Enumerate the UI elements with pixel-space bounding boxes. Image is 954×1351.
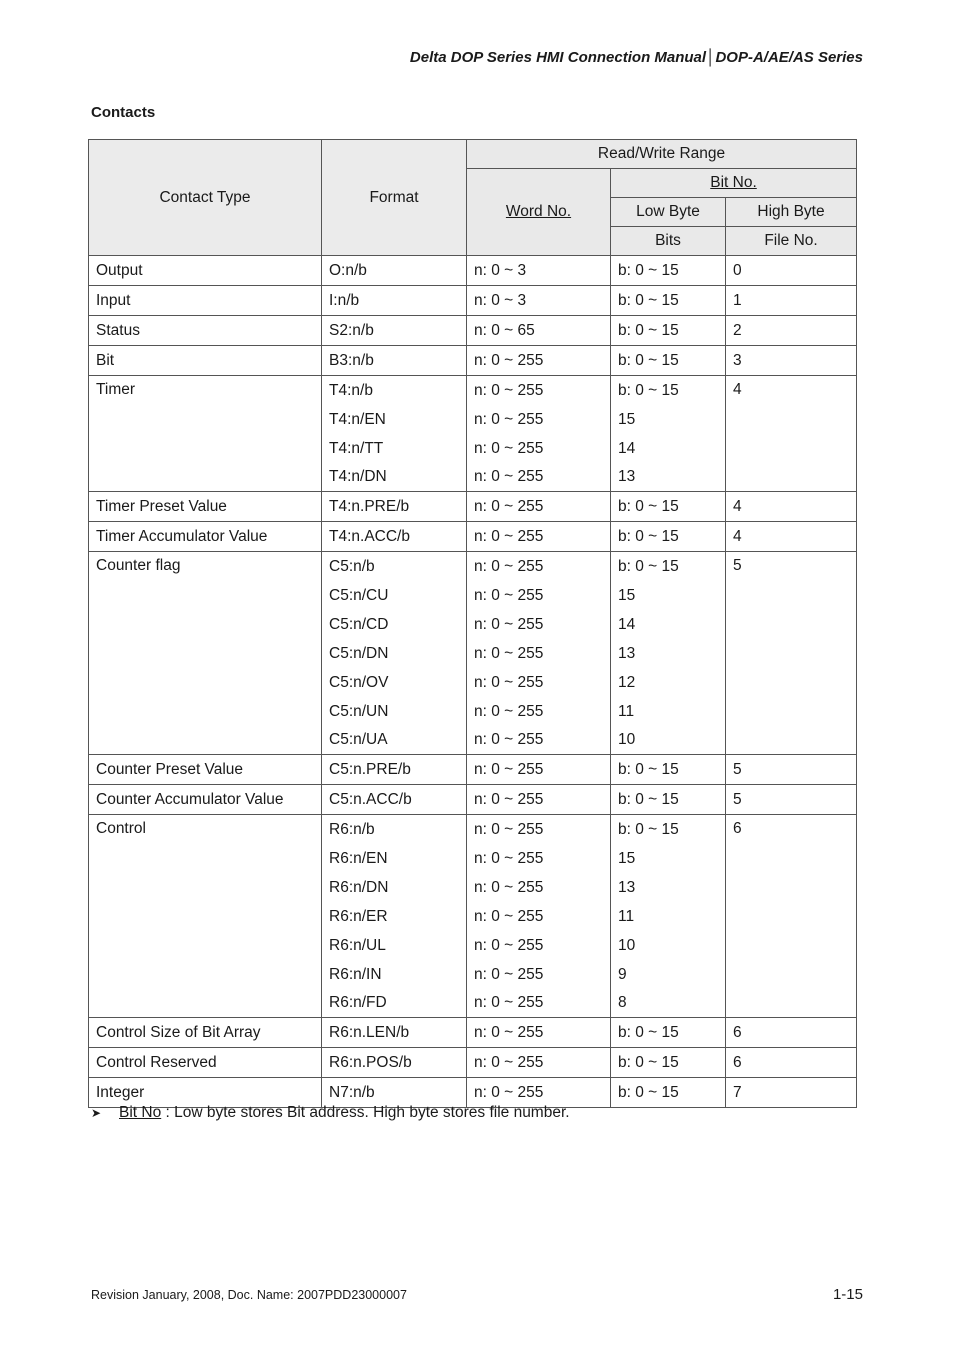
table-header bbox=[89, 140, 857, 256]
cell-bits-line: b: 0 ~ 15 bbox=[618, 262, 679, 279]
cell-contact-type bbox=[89, 316, 322, 346]
cell-bits bbox=[611, 755, 726, 785]
cell-bits-line: 14 bbox=[618, 616, 636, 633]
cell-word-no-line: n: 0 ~ 255 bbox=[474, 994, 544, 1011]
header-word-no: Word No. bbox=[505, 203, 572, 220]
cell-format-line: C5:n/OV bbox=[329, 674, 389, 691]
header-format: Format bbox=[322, 140, 467, 256]
cell-word-no bbox=[467, 552, 611, 755]
cell-format bbox=[322, 552, 467, 755]
cell-word-no-line: n: 0 ~ 255 bbox=[474, 1024, 544, 1041]
cell-format-line: C5:n/CU bbox=[329, 587, 389, 604]
cell-file-no bbox=[726, 785, 857, 815]
cell-format-line: R6:n/DN bbox=[329, 879, 389, 896]
cell-contact-type-line: Timer Accumulator Value bbox=[96, 528, 268, 545]
cell-bits bbox=[611, 1078, 726, 1108]
cell-word-no-line: n: 0 ~ 255 bbox=[474, 1054, 544, 1071]
cell-format-line: R6:n/IN bbox=[329, 966, 382, 983]
header-bit-no-cell bbox=[611, 169, 857, 198]
cell-contact-type bbox=[89, 552, 322, 755]
cell-bits-line: b: 0 ~ 15 bbox=[618, 821, 679, 838]
cell-format-line: C5:n.PRE/b bbox=[329, 761, 411, 778]
cell-bits-line: 15 bbox=[618, 587, 636, 604]
cell-contact-type bbox=[89, 1048, 322, 1078]
cell-format bbox=[322, 1048, 467, 1078]
cell-contact-type bbox=[89, 286, 322, 316]
cell-word-no-line: n: 0 ~ 255 bbox=[474, 616, 544, 633]
cell-bits-line: b: 0 ~ 15 bbox=[618, 761, 679, 778]
footnote bbox=[91, 1104, 570, 1122]
contacts-table bbox=[88, 139, 857, 1108]
cell-word-no-line: n: 0 ~ 255 bbox=[474, 468, 544, 485]
cell-bits-line: b: 0 ~ 15 bbox=[618, 1084, 679, 1101]
header-high-byte: High Byte bbox=[726, 198, 857, 227]
table-row bbox=[89, 815, 857, 1018]
cell-format-line: T4:n/b bbox=[329, 382, 373, 399]
cell-format-line: R6:n.POS/b bbox=[329, 1054, 412, 1071]
cell-bits-line: 9 bbox=[618, 966, 627, 983]
cell-bits-line: 15 bbox=[618, 411, 636, 428]
header-word-no-cell bbox=[467, 169, 611, 256]
cell-bits bbox=[611, 286, 726, 316]
cell-file-no bbox=[726, 492, 857, 522]
cell-contact-type-line: Timer Preset Value bbox=[96, 498, 227, 515]
cell-word-no-line: n: 0 ~ 3 bbox=[474, 262, 527, 279]
cell-file-no-line: 5 bbox=[733, 557, 742, 574]
cell-bits bbox=[611, 256, 726, 286]
cell-word-no bbox=[467, 522, 611, 552]
table-row bbox=[89, 492, 857, 522]
cell-word-no-line: n: 0 ~ 3 bbox=[474, 292, 527, 309]
cell-format-line: N7:n/b bbox=[329, 1084, 375, 1101]
cell-file-no bbox=[726, 286, 857, 316]
cell-word-no-line: n: 0 ~ 255 bbox=[474, 791, 544, 808]
cell-word-no bbox=[467, 785, 611, 815]
footer-revision: Revision January, 2008, Doc. Name: 2007PDD23000007 bbox=[91, 1288, 407, 1302]
cell-file-no bbox=[726, 346, 857, 376]
header-file-no: File No. bbox=[726, 227, 857, 256]
arrow-bullet-icon: ➤ bbox=[91, 1106, 102, 1120]
cell-contact-type bbox=[89, 1018, 322, 1048]
cell-word-no bbox=[467, 1048, 611, 1078]
cell-format-line: C5:n/UA bbox=[329, 731, 388, 748]
cell-file-no bbox=[726, 1018, 857, 1048]
cell-file-no-line: 4 bbox=[733, 381, 742, 398]
cell-format-line: O:n/b bbox=[329, 262, 367, 279]
cell-format bbox=[322, 376, 467, 492]
cell-word-no-line: n: 0 ~ 255 bbox=[474, 731, 544, 748]
manual-header-title: Delta DOP Series HMI Connection Manual│DOP-A/AE/AS Series bbox=[409, 49, 863, 66]
cell-contact-type bbox=[89, 376, 322, 492]
cell-bits-line: b: 0 ~ 15 bbox=[618, 292, 679, 309]
cell-contact-type bbox=[89, 492, 322, 522]
cell-file-no bbox=[726, 256, 857, 286]
cell-format-line: R6:n.LEN/b bbox=[329, 1024, 410, 1041]
cell-word-no-line: n: 0 ~ 255 bbox=[474, 382, 544, 399]
table-row bbox=[89, 785, 857, 815]
cell-bits-line: 10 bbox=[618, 937, 636, 954]
cell-word-no-line: n: 0 ~ 255 bbox=[474, 879, 544, 896]
cell-format bbox=[322, 1078, 467, 1108]
cell-bits bbox=[611, 346, 726, 376]
cell-word-no bbox=[467, 815, 611, 1018]
cell-contact-type bbox=[89, 815, 322, 1018]
cell-bits bbox=[611, 376, 726, 492]
cell-contact-type-line: Counter flag bbox=[96, 557, 181, 574]
cell-contact-type-line: Counter Preset Value bbox=[96, 761, 244, 778]
cell-word-no bbox=[467, 1078, 611, 1108]
header-read-write-range: Read/Write Range bbox=[467, 140, 857, 169]
table-row bbox=[89, 1018, 857, 1048]
cell-contact-type-line: Control Size of Bit Array bbox=[96, 1024, 261, 1041]
cell-bits bbox=[611, 785, 726, 815]
cell-file-no-line: 6 bbox=[733, 1054, 742, 1071]
cell-contact-type-line: Output bbox=[96, 262, 143, 279]
cell-format bbox=[322, 346, 467, 376]
cell-bits-line: 13 bbox=[618, 645, 636, 662]
cell-bits-line: b: 0 ~ 15 bbox=[618, 1054, 679, 1071]
cell-word-no-line: n: 0 ~ 255 bbox=[474, 821, 544, 838]
cell-contact-type-line: Counter Accumulator Value bbox=[96, 791, 284, 808]
cell-word-no-line: n: 0 ~ 255 bbox=[474, 1084, 544, 1101]
cell-bits bbox=[611, 552, 726, 755]
cell-word-no bbox=[467, 346, 611, 376]
cell-word-no-line: n: 0 ~ 255 bbox=[474, 587, 544, 604]
cell-contact-type bbox=[89, 256, 322, 286]
cell-word-no-line: n: 0 ~ 255 bbox=[474, 411, 544, 428]
table-row bbox=[89, 376, 857, 492]
cell-file-no-line: 6 bbox=[733, 1024, 742, 1041]
cell-word-no bbox=[467, 256, 611, 286]
cell-format-line: R6:n/FD bbox=[329, 994, 387, 1011]
cell-word-no-line: n: 0 ~ 255 bbox=[474, 937, 544, 954]
cell-format bbox=[322, 316, 467, 346]
cell-format-line: T4:n/DN bbox=[329, 468, 387, 485]
cell-file-no-line: 4 bbox=[733, 498, 742, 515]
cell-file-no bbox=[726, 376, 857, 492]
cell-word-no-line: n: 0 ~ 255 bbox=[474, 558, 544, 575]
table-row bbox=[89, 755, 857, 785]
cell-word-no-line: n: 0 ~ 255 bbox=[474, 908, 544, 925]
cell-bits-line: b: 0 ~ 15 bbox=[618, 791, 679, 808]
cell-format bbox=[322, 256, 467, 286]
cell-bits-line: b: 0 ~ 15 bbox=[618, 322, 679, 339]
cell-word-no bbox=[467, 286, 611, 316]
cell-bits-line: 10 bbox=[618, 731, 636, 748]
cell-bits-line: b: 0 ~ 15 bbox=[618, 558, 679, 575]
table-row bbox=[89, 522, 857, 552]
cell-contact-type bbox=[89, 1078, 322, 1108]
note-text: : Low byte stores Bit address. High byte stores file number. bbox=[161, 1104, 570, 1121]
cell-format-line: B3:n/b bbox=[329, 352, 374, 369]
cell-word-no-line: n: 0 ~ 255 bbox=[474, 761, 544, 778]
cell-file-no bbox=[726, 1078, 857, 1108]
cell-contact-type-line: Integer bbox=[96, 1084, 145, 1101]
cell-file-no-line: 2 bbox=[733, 322, 742, 339]
table-row bbox=[89, 286, 857, 316]
cell-word-no-line: n: 0 ~ 255 bbox=[474, 966, 544, 983]
cell-bits bbox=[611, 492, 726, 522]
cell-format-line: I:n/b bbox=[329, 292, 360, 309]
cell-contact-type bbox=[89, 522, 322, 552]
cell-file-no-line: 4 bbox=[733, 528, 742, 545]
cell-file-no-line: 6 bbox=[733, 820, 742, 837]
cell-contact-type bbox=[89, 755, 322, 785]
cell-bits bbox=[611, 815, 726, 1018]
cell-file-no-line: 1 bbox=[733, 292, 742, 309]
cell-format bbox=[322, 1018, 467, 1048]
cell-format bbox=[322, 492, 467, 522]
cell-bits-line: 11 bbox=[618, 908, 635, 925]
cell-file-no bbox=[726, 552, 857, 755]
cell-contact-type-line: Control bbox=[96, 820, 146, 837]
cell-file-no-line: 5 bbox=[733, 791, 742, 808]
cell-format bbox=[322, 785, 467, 815]
cell-bits-line: b: 0 ~ 15 bbox=[618, 1024, 679, 1041]
cell-file-no-line: 5 bbox=[733, 761, 742, 778]
cell-bits-line: 14 bbox=[618, 440, 636, 457]
cell-word-no bbox=[467, 1018, 611, 1048]
table-row bbox=[89, 346, 857, 376]
cell-bits bbox=[611, 522, 726, 552]
note-term: Bit No bbox=[119, 1104, 162, 1121]
header-bit-no: Bit No. bbox=[710, 174, 757, 191]
cell-word-no-line: n: 0 ~ 255 bbox=[474, 528, 544, 545]
header-low-byte: Low Byte bbox=[611, 198, 726, 227]
cell-format bbox=[322, 286, 467, 316]
header-contact-type: Contact Type bbox=[89, 140, 322, 256]
cell-file-no bbox=[726, 1048, 857, 1078]
cell-format-line: R6:n/UL bbox=[329, 937, 386, 954]
cell-bits-line: 13 bbox=[618, 468, 636, 485]
table-row bbox=[89, 1048, 857, 1078]
cell-format-line: T4:n/TT bbox=[329, 440, 384, 457]
cell-bits-line: 12 bbox=[618, 674, 636, 691]
table-body bbox=[89, 256, 857, 1108]
cell-format-line: R6:n/b bbox=[329, 821, 375, 838]
table-row bbox=[89, 1078, 857, 1108]
cell-word-no-line: n: 0 ~ 255 bbox=[474, 674, 544, 691]
cell-word-no-line: n: 0 ~ 65 bbox=[474, 322, 535, 339]
cell-contact-type-line: Control Reserved bbox=[96, 1054, 217, 1071]
cell-contact-type-line: Timer bbox=[96, 381, 136, 398]
cell-file-no-line: 7 bbox=[733, 1084, 742, 1101]
cell-format-line: S2:n/b bbox=[329, 322, 374, 339]
cell-format-line: T4:n/EN bbox=[329, 411, 386, 428]
cell-word-no bbox=[467, 492, 611, 522]
cell-format-line: C5:n.ACC/b bbox=[329, 791, 412, 808]
cell-format-line: R6:n/EN bbox=[329, 850, 388, 867]
header-bits: Bits bbox=[611, 227, 726, 256]
cell-contact-type bbox=[89, 785, 322, 815]
cell-word-no bbox=[467, 316, 611, 346]
footer-page-number: 1-15 bbox=[832, 1286, 863, 1303]
section-title: Contacts bbox=[91, 104, 156, 121]
cell-format bbox=[322, 755, 467, 785]
cell-bits bbox=[611, 1048, 726, 1078]
cell-word-no bbox=[467, 376, 611, 492]
cell-format-line: T4:n.ACC/b bbox=[329, 528, 410, 545]
cell-bits bbox=[611, 1018, 726, 1048]
cell-file-no bbox=[726, 755, 857, 785]
cell-word-no-line: n: 0 ~ 255 bbox=[474, 703, 544, 720]
cell-word-no-line: n: 0 ~ 255 bbox=[474, 440, 544, 457]
cell-file-no bbox=[726, 522, 857, 552]
cell-contact-type-line: Input bbox=[96, 292, 131, 309]
cell-file-no-line: 3 bbox=[733, 352, 742, 369]
cell-bits-line: b: 0 ~ 15 bbox=[618, 498, 679, 515]
cell-word-no bbox=[467, 755, 611, 785]
cell-bits-line: b: 0 ~ 15 bbox=[618, 352, 679, 369]
cell-bits-line: 13 bbox=[618, 879, 636, 896]
cell-bits-line: b: 0 ~ 15 bbox=[618, 382, 679, 399]
cell-bits bbox=[611, 316, 726, 346]
cell-contact-type-line: Status bbox=[96, 322, 140, 339]
cell-file-no bbox=[726, 815, 857, 1018]
table-row bbox=[89, 256, 857, 286]
cell-format-line: R6:n/ER bbox=[329, 908, 388, 925]
table-row bbox=[89, 316, 857, 346]
cell-format bbox=[322, 522, 467, 552]
cell-contact-type-line: Bit bbox=[96, 352, 115, 369]
cell-format-line: C5:n/DN bbox=[329, 645, 389, 662]
cell-bits-line: 11 bbox=[618, 703, 635, 720]
cell-word-no-line: n: 0 ~ 255 bbox=[474, 352, 544, 369]
cell-bits-line: 15 bbox=[618, 850, 636, 867]
cell-contact-type bbox=[89, 346, 322, 376]
cell-word-no-line: n: 0 ~ 255 bbox=[474, 498, 544, 515]
cell-bits-line: 8 bbox=[618, 994, 627, 1011]
cell-file-no-line: 0 bbox=[733, 262, 742, 279]
cell-word-no-line: n: 0 ~ 255 bbox=[474, 645, 544, 662]
cell-format-line: T4:n.PRE/b bbox=[329, 498, 410, 515]
cell-format-line: C5:n/UN bbox=[329, 703, 389, 720]
cell-format-line: C5:n/b bbox=[329, 558, 375, 575]
cell-file-no bbox=[726, 316, 857, 346]
cell-format bbox=[322, 815, 467, 1018]
cell-word-no-line: n: 0 ~ 255 bbox=[474, 850, 544, 867]
cell-format-line: C5:n/CD bbox=[329, 616, 389, 633]
table-row bbox=[89, 552, 857, 755]
cell-bits-line: b: 0 ~ 15 bbox=[618, 528, 679, 545]
